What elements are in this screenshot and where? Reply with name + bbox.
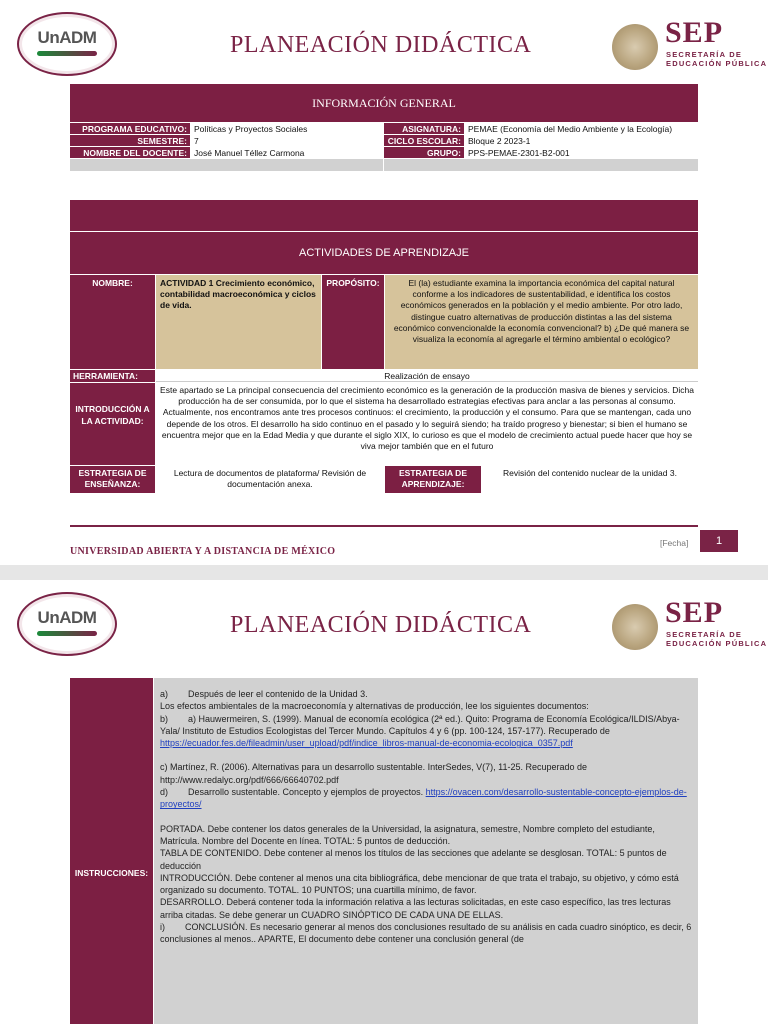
ciclo-label: CICLO ESCOLAR: [384,135,464,146]
ciclo-value: Bloque 2 2023-1 [468,136,531,146]
activities-top-band [70,200,698,231]
estrategia-ensenanza-value: Lectura de documentos de plataforma/ Revisión de documentación anexa. [173,468,367,489]
estrategia-ensenanza-label: ESTRATEGIA DE ENSEÑANZA: [70,466,155,493]
sep-logo-subtitle [666,50,767,68]
grupo-label: GRUPO: [384,147,464,158]
unadm-logo [17,592,117,656]
document-page-2 [0,580,768,1024]
instructions-body [154,678,698,1024]
reference-d-link[interactable]: https://ovacen.com/desarrollo-sustentable-concepto-ejemplos-de-proyectos/ [160,787,687,810]
sep-logo-subtitle [666,630,767,648]
intro-value: Este apartado se La principal consecuencia del crecimiento económico es la generación de la producción masiva de bienes y servicios. Dicha producción ha de ser consumida, por lo que el sistema ha desarrollado estrategias efectivas para anclar a las personas al consumo. Actualmente, nos encontramos ante tres procesos continuos: el crecimiento, la producción y el consumo. Para que se mantengan, cada uno depende de los otros. El desarrollo ha sido continuo en el pasado y lo seguirá siendo; ha traído progreso y bienestar; si bien el humano se encuentra mejor que en la Edad Media y que durante el siglo XIX, lo curioso es que el modelo de crecimiento actual puede hacer que hoy se viva mejor también que en el futuro [160,385,694,452]
footer-university: UNIVERSIDAD ABIERTA Y A DISTANCIA DE MÉXICO [70,546,336,557]
unadm-logo [17,12,117,76]
page-title: PLANEACIÓN DIDÁCTICA [230,612,532,638]
reference-b-text: b) a) Hauwermeiren, S. (1999). Manual de economía ecológica (2ª ed.). Quito: Programa de Economía Ecológica/ILDIS/Abya-Yala/ Instituto de Estudios Ecologistas del Tercer Mundo. Capítulos 4 y 6 (pp. 100-124, 157-177). Recuperado de [160,713,680,736]
instruction-introduccion: INTRODUCCIÓN. Debe contener al menos una cita bibliográfica, debe mencionar de que trata el trabajo, su objetivo, y cómo está organizado su documento. TOTAL. 10 PUNTOS; una cuartilla mínimo, de favor. [160,872,679,896]
instruction-portada: PORTADA. Debe contener los datos generales de la Universidad, la asignatura, semestre, Nombre completo del estudiante, Matrícula. Nombre del Docente en línea. TOTAL: 5 puntos de deducción. [160,823,655,846]
activities-table [70,200,698,500]
programa-label: PROGRAMA EDUCATIVO: [70,123,190,134]
estrategia-aprendizaje-label: ESTRATEGIA DE APRENDIZAJE: [385,466,481,493]
instruction-step-a: a) Después de leer el contenido de la Unidad 3. [160,689,368,699]
sep-sub-line-1: SECRETARÍA DE [666,630,743,639]
sep-logo-text: SEP [665,16,724,49]
spacer [160,811,692,823]
footer-date: [Fecha] [660,538,689,548]
reference-d-text: d) Desarrollo sustentable. Concepto y ejemplos de proyectos. [160,787,426,798]
unadm-logo-text: UnADM [37,28,97,47]
asignatura-label: ASIGNATURA: [384,123,464,134]
instruction-reference-b [160,713,692,750]
instructions-label: INSTRUCCIONES: [70,678,153,1024]
unadm-logo-text: UnADM [37,608,97,627]
unadm-logo-swoosh [37,631,97,636]
instruction-reference-c: c) Martínez, R. (2006). Alternativas para un desarrollo sustentable. InterSedes, V(7), 11-25. Recuperado de http://www.redalyc.org/pdf/666/66640702.pdf [160,762,588,785]
footer-divider [70,525,698,527]
instruction-conclusion: i) CONCLUSIÓN. Es necesario generar al menos dos conclusiones resultado de su análisis en cada cuadro sinóptico, es decir, 6 conclusiones al menos.. APARTE, El documento debe contener una conclusión general (de [160,922,694,945]
general-info-heading: INFORMACIÓN GENERAL [70,84,698,122]
instruction-tabla: TABLA DE CONTENIDO. Debe contener al menos los títulos de las secciones que adelante se desglosan. TOTAL: 5 puntos de deducción [160,848,667,871]
semestre-label: SEMESTRE: [70,135,190,146]
asignatura-value: PEMAE (Economía del Medio Ambiente y la Ecología) [468,124,673,134]
sep-sub-line-2: EDUCACIÓN PÚBLICA [666,59,768,68]
intro-label: INTRODUCCIÓN A LA ACTIVIDAD: [70,383,155,465]
spacer [160,749,692,761]
mexico-seal-icon [612,604,658,650]
instruction-intro: Los efectos ambientales de la macroeconomía y alternativas de producción, lee los siguientes documentos: [160,701,589,712]
page-title: PLANEACIÓN DIDÁCTICA [230,32,532,58]
proposito-value: El (la) estudiante examina la importancia económica del capital natural conforme a los indicadores de sustentabilidad, e identifica los costos económicos generados en la población y el medio ambiente. Por otro lado, distingue cuatro alternativas de producción distintas a las del sistema económico convencionalde la economía convencional? b) ¿De qué manera se visualiza la economía al agregarle el término ambiental o ecológico? [385,275,698,369]
unadm-logo-swoosh [37,51,97,56]
instruction-desarrollo: DESARROLLO. Deberá contener toda la información relativa a las lecturas solicitadas, en este caso específico, las tres lecturas arriba citadas. Se debe generar un CUADRO SINÓPTICO DE CADA UNA DE ELLAS. [160,897,671,920]
general-info-table [70,84,698,176]
nombre-value: ACTIVIDAD 1 Crecimiento económico, contabilidad macroeconómica y ciclos de vida. [156,275,321,369]
activities-heading: ACTIVIDADES DE APRENDIZAJE [70,232,698,274]
sep-sub-line-2: EDUCACIÓN PÚBLICA [666,639,768,648]
programa-value: Políticas y Proyectos Sociales [194,124,308,134]
sep-logo-text: SEP [665,596,724,629]
sep-sub-line-1: SECRETARÍA DE [666,50,743,59]
semestre-value: 7 [194,136,199,146]
docente-label: NOMBRE DEL DOCENTE: [70,147,190,158]
herramienta-label: HERRAMIENTA: [70,370,155,382]
proposito-label: PROPÓSITO: [322,275,384,369]
estrategia-aprendizaje-value: Revisión del contenido nuclear de la unidad 3. [503,468,677,478]
page-number: 1 [700,530,738,552]
general-info-spacer-right [384,159,698,171]
nombre-label: NOMBRE: [70,275,155,369]
mexico-seal-icon [612,24,658,70]
docente-value: José Manuel Téllez Carmona [194,148,305,158]
reference-b-link[interactable]: https://ecuador.fes.de/fileadmin/user_upload/pdf/indice_libros-manual-de-economia-ecologica_0357.pdf [160,738,573,749]
instruction-reference-d [160,786,692,811]
herramienta-value: Realización de ensayo [156,370,698,382]
instructions-table [70,678,698,1024]
grupo-value: PPS-PEMAE-2301-B2-001 [468,148,570,158]
general-info-spacer-left [70,159,383,171]
